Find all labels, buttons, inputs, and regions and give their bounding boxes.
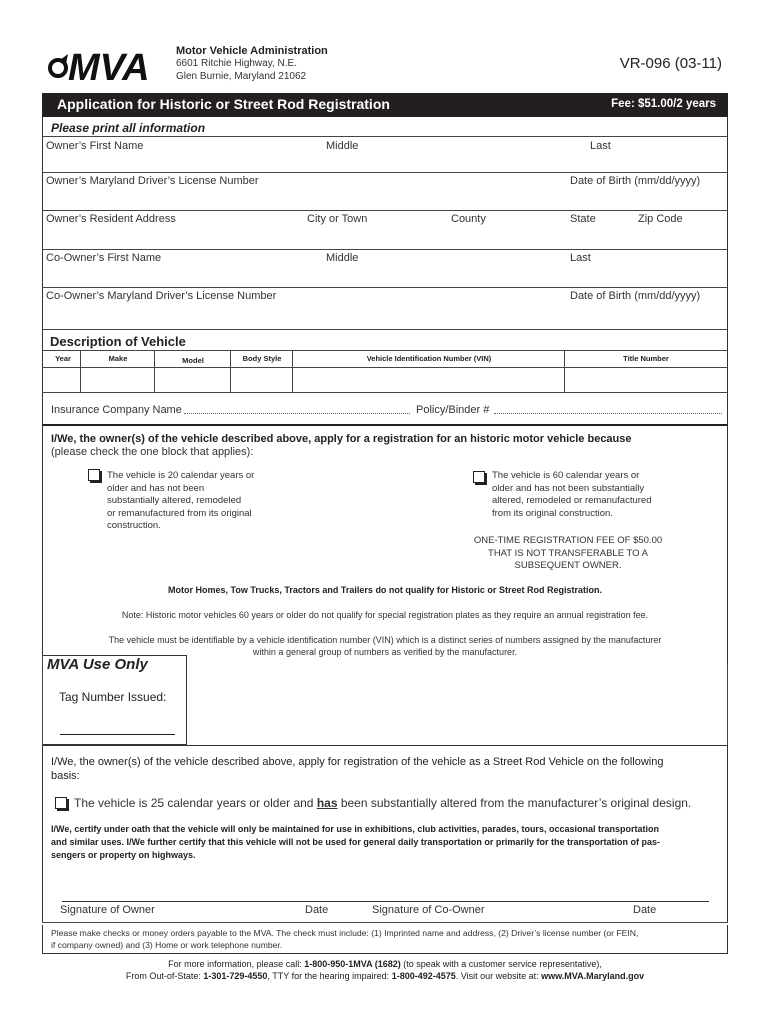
contact-text: For more information, please call: xyxy=(168,959,305,969)
opt1-line: substantially altered, remodeled xyxy=(107,495,242,506)
fee-line: SUBSEQUENT OWNER. xyxy=(514,560,622,571)
col-vin: Vehicle Identification Number (VIN) xyxy=(366,354,492,363)
opt1-line: The vehicle is 20 calendar years or xyxy=(107,470,255,481)
owner-signature-label: Signature of Owner xyxy=(60,904,155,916)
out-of-state-phone: 1-301-729-4550 xyxy=(203,971,268,981)
owner-address-field[interactable] xyxy=(42,226,728,249)
owner-date-label: Date xyxy=(305,904,329,916)
coowner-first-name-label: Co-Owner’s First Name xyxy=(46,252,162,264)
tag-number-input[interactable] xyxy=(60,734,175,735)
historic-20yr-checkbox[interactable] xyxy=(88,469,100,481)
historic-instruction: (please check the one block that applies): xyxy=(51,446,254,458)
vin-note-line: The vehicle must be identifiable by a vehicle identification number (VIN) which is a distinct series of numbers assigned by the manufacturer xyxy=(108,635,662,645)
policy-input[interactable] xyxy=(494,413,722,414)
owner-state-label: State xyxy=(570,213,596,225)
tag-number-label: Tag Number Issued: xyxy=(59,690,167,704)
contact-text: From Out-of-State: xyxy=(125,971,204,981)
vehicle-heading: Description of Vehicle xyxy=(50,334,186,349)
opt2-line: altered, remodeled or remanufactured xyxy=(492,495,652,506)
print-instruction: Please print all information xyxy=(51,121,206,135)
col-year: Year xyxy=(55,354,71,363)
street-rod-option xyxy=(74,796,691,810)
logo-text: MVA xyxy=(68,47,150,84)
opt2-line: older and has not been substantially xyxy=(492,482,645,494)
not-qualify-note: Motor Homes, Tow Trucks, Tractors and Trailers do not qualify for Historic or Street Rod Registration. xyxy=(168,585,602,595)
mva-use-heading: MVA Use Only xyxy=(47,656,148,673)
one-time-fee-note xyxy=(454,535,682,573)
certify-line: and similar uses. I/We further certify that this vehicle will not be used for general daily transportation or primarily for the transportation of pas- xyxy=(51,837,660,847)
owner-address-label: Owner’s Resident Address xyxy=(46,213,176,225)
certify-line: sengers or property on highways. xyxy=(51,850,196,860)
insurance-input[interactable] xyxy=(184,413,410,414)
owner-name-field[interactable] xyxy=(42,152,728,172)
mva-use-only-box xyxy=(42,655,187,745)
website-link[interactable]: www.MVA.Maryland.gov xyxy=(541,971,645,981)
vehicle-model-input[interactable] xyxy=(155,368,229,391)
tty-phone: 1-800-492-4575 xyxy=(391,971,456,981)
opt1-line: construction. xyxy=(107,520,161,531)
owner-last-label: Last xyxy=(590,140,611,152)
historic-20yr-text xyxy=(107,470,254,533)
agency-name: Motor Vehicle Administration xyxy=(176,45,328,57)
payment-note xyxy=(42,925,728,954)
fee-line: ONE-TIME REGISTRATION FEE OF $50.00 xyxy=(473,535,663,546)
owner-middle-label: Middle xyxy=(326,140,359,152)
coowner-dob-label: Date of Birth (mm/dd/yyyy) xyxy=(570,290,701,302)
mva-logo-icon xyxy=(46,40,174,84)
historic-60yr-text xyxy=(492,470,651,520)
payment-line: if company owned) and (3) Home or work telephone number. xyxy=(51,939,283,950)
mva-logo xyxy=(46,40,174,84)
coowner-last-label: Last xyxy=(570,252,591,264)
contact-info xyxy=(42,958,728,982)
form-title: Application for Historic or Street Rod Registration xyxy=(57,96,390,112)
col-make: Make xyxy=(108,354,128,363)
coowner-license-field[interactable] xyxy=(42,303,728,329)
historic-note: Note: Historic motor vehicles 60 years or older do not qualify for special registration plates as they require an annual registration fee. xyxy=(121,610,649,620)
insurance-label: Insurance Company Name xyxy=(51,404,182,416)
col-title-number: Title Number xyxy=(623,354,669,363)
form-number: VR-096 (03-11) xyxy=(619,55,722,72)
option-text: been substantially altered from the manufacturer’s original design. xyxy=(337,796,692,810)
fee-line: THAT IS NOT TRANSFERABLE TO A xyxy=(488,547,648,559)
opt2-line: from its original construction. xyxy=(492,507,613,519)
historic-statement: I/We, the owner(s) of the vehicle described above, apply for a registration for an historic motor vehicle because xyxy=(51,433,632,445)
owner-city-label: City or Town xyxy=(307,213,368,225)
payment-line: Please make checks or money orders payable to the MVA. The check must include: (1) Imprinted name and address, (2) Driver’s license number (or FEIN, xyxy=(51,928,639,938)
owner-zip-label: Zip Code xyxy=(638,213,683,225)
owner-license-label: Owner’s Maryland Driver’s License Number xyxy=(46,175,259,187)
coowner-name-field[interactable] xyxy=(42,265,728,287)
contact-text: (to speak with a customer service representative), xyxy=(400,959,602,969)
col-model: Model xyxy=(182,356,204,365)
option-has: has xyxy=(316,796,338,810)
fee-label: Fee: $51.00/2 years xyxy=(611,98,716,110)
coowner-date-label: Date xyxy=(633,904,657,916)
opt1-line: older and has not been xyxy=(107,482,205,494)
main-phone: 1-800-950-1MVA (1682) xyxy=(304,959,401,969)
agency-address-1: 6601 Ritchie Highway, N.E. xyxy=(176,58,297,69)
contact-text: . Visit our website at: xyxy=(455,971,542,981)
certify-line: I/We, certify under oath that the vehicle will only be maintained for use in exhibitions, club activities, parades, tours, occasional transportation xyxy=(51,824,659,834)
vehicle-vin-input[interactable] xyxy=(293,368,563,391)
vehicle-body-style-input[interactable] xyxy=(231,368,291,391)
vin-note-line: within a general group of numbers as verified by the manufacturer. xyxy=(252,647,518,657)
coowner-license-label: Co-Owner’s Maryland Driver’s License Number xyxy=(46,290,277,302)
street-rod-statement xyxy=(51,755,663,783)
owner-license-field[interactable] xyxy=(42,188,728,210)
vehicle-year-input[interactable] xyxy=(42,368,79,391)
contact-line-1 xyxy=(42,958,728,970)
col-body-style: Body Style xyxy=(242,354,282,363)
street-rod-checkbox[interactable] xyxy=(55,797,67,809)
vehicle-make-input[interactable] xyxy=(81,368,153,391)
historic-60yr-checkbox[interactable] xyxy=(473,471,485,483)
contact-text: , TTY for the hearing impaired: xyxy=(267,971,392,981)
coowner-signature-label: Signature of Co-Owner xyxy=(372,904,485,916)
option-text: The vehicle is 25 calendar years or older and xyxy=(74,796,317,810)
certify-text xyxy=(51,823,660,862)
contact-line-2 xyxy=(42,970,728,982)
coowner-middle-label: Middle xyxy=(326,252,359,264)
owner-first-name-label: Owner’s First Name xyxy=(46,140,144,152)
opt1-line: or remanufactured from its original xyxy=(107,507,252,519)
street-rod-statement-line: I/We, the owner(s) of the vehicle described above, apply for registration of the vehicle as a Street Rod Vehicle on the following xyxy=(51,756,664,768)
title-bar xyxy=(42,93,728,117)
owner-county-label: County xyxy=(451,213,486,225)
signature-line[interactable] xyxy=(62,901,709,902)
owner-dob-label: Date of Birth (mm/dd/yyyy) xyxy=(570,175,701,187)
agency-address-2: Glen Burnie, Maryland 21062 xyxy=(176,71,307,82)
policy-label: Policy/Binder # xyxy=(416,404,490,416)
street-rod-statement-line: basis: xyxy=(51,770,80,782)
opt2-line: The vehicle is 60 calendar years or xyxy=(492,470,640,481)
vehicle-title-number-input[interactable] xyxy=(565,368,727,391)
